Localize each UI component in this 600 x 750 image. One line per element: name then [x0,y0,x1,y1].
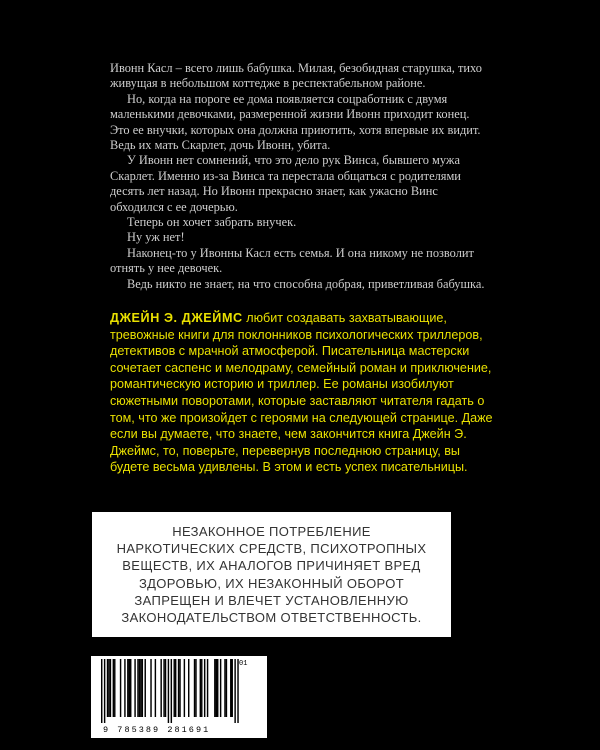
barcode-bar [165,659,166,717]
barcode-bar [163,659,164,717]
blurb-paragraph: Теперь он хочет забрать внучек. [127,215,297,230]
barcode-bar [137,659,138,717]
warning-line: ЗАКОНОДАТЕЛЬСТВОМ ОТВЕТСТВЕННОСТЬ. [121,609,422,625]
blurb-paragraph: Ивонн Касл – всего лишь бабушка. Милая, безобидная старушка, тихо живущая в небольшом коттедже в респектабельном районе. [110,61,482,91]
blurb-paragraph: Ну уж нет! [127,230,185,245]
barcode-bar [184,659,185,717]
barcode-bar [200,659,201,717]
barcode-bar [171,659,172,723]
warning-line: НАРКОТИЧЕСКИХ СРЕДСТВ, ПСИХОТРОПНЫХ [116,541,427,557]
barcode-bar [142,659,143,717]
barcode-bar [188,659,189,717]
barcode-bar [107,659,108,717]
book-blurb [110,61,490,292]
barcode-bar [178,659,179,717]
barcode-bar [226,659,227,717]
warning-line: ЗАПРЕЩЕН И ВЛЕЧЕТ УСТАНОВЛЕННУЮ [134,592,409,608]
warning-line: ЗДОРОВЬЮ, ИХ НЕЗАКОННЫЙ ОБОРОТ [138,575,405,591]
barcode-bar [130,659,131,717]
barcode-bar [224,659,225,717]
barcode-bar [140,659,141,717]
barcode-bar [207,659,208,717]
barcode-bar [220,659,221,717]
barcode-bar [204,659,205,717]
barcode-bar [139,659,140,717]
barcode-bar [120,659,121,717]
barcode-bar [195,659,196,717]
warning-line: ВЕЩЕСТВ, ИХ АНАЛОГОВ ПРИЧИНЯЕТ ВРЕД [122,558,421,574]
barcode-bar [201,659,202,717]
barcode-bar [217,659,218,717]
barcode-bar [108,659,109,717]
barcode-bar [127,659,128,717]
health-warning-text [100,523,444,626]
barcode-bar [232,659,233,717]
about-author [110,310,494,476]
about-author-paragraph [110,310,494,476]
isbn-barcode [91,656,267,738]
barcode-bar [230,659,231,717]
barcode-bar [179,659,180,717]
isbn-number: 9 785389 281691 [103,725,211,735]
barcode-bar [124,659,125,717]
author-name: ДЖЕЙН Э. ДЖЕЙМС [110,311,243,325]
barcode-bar [160,659,161,717]
barcode-bar [175,659,176,717]
barcode-bar [155,659,156,717]
blurb-paragraph: Наконец-то у Ивонны Касл есть семья. И она никому не позволит отнять у нее девочек. [110,245,474,276]
barcode-bar [194,659,195,717]
barcode-bar [168,659,169,723]
health-warning-box [92,512,451,637]
barcode-bar [174,659,175,717]
barcode-bar [150,659,151,717]
barcode-bar [134,659,135,717]
barcode-bar [234,659,235,723]
blurb-paragraph: Ведь никто не знает, на что способна добрая, приветливая бабушка. [127,276,485,291]
barcode-bar [216,659,217,717]
barcode-bar [113,659,114,717]
about-author-text: любит создавать захватывающие, тревожные книги для поклонников психологических триллеров, детективов с мрачной атмосферой. Писательница мастерски сочетает саспенс и мелодраму, семейный роман и приключение, романтическую историю и триллер. Ее романы изобилуют сюжетными поворотами, которые заставляют читателя гадать о том, что же произойдет с героями на следующей странице. Даже если вы думаете, что знаете, чем закончится книга Джейн Э. Джеймс, то, поверьте, перевернув последнюю страницу, вы будете весьма удивлены. В этом и есть успех писательницы. [110,311,493,475]
barcode-bar [214,659,215,717]
barcode-bar [129,659,130,717]
barcode-addon-digits: 01 [239,660,248,668]
warning-line: НЕЗАКОННОЕ ПОТРЕБЛЕНИЕ [172,523,371,539]
barcode-bar [145,659,146,717]
barcode-bar [104,659,105,723]
barcode-bar [110,659,111,717]
barcode-bar [114,659,115,717]
blurb-paragraph: Но, когда на пороге ее дома появляется соцработник с двумя маленькими девочками, размеренной жизни Ивонн приходит конец. Это ее внучки, которых она должна приютить, хотя впервые их видит. Ведь их мать Скарлет, дочь Ивонн, убита. [110,91,481,153]
barcode-bar [101,659,102,723]
barcode-bar [237,659,238,723]
blurb-paragraph: У Ивонн нет сомнений, что это дело рук Винса, бывшего мужа Скарлет. Именно из-за Винса та перестала общаться с родителями десять лет назад. Но Ивонн прекрасно знает, как ужасно Винс обходился с ее дочерью. [110,153,461,214]
